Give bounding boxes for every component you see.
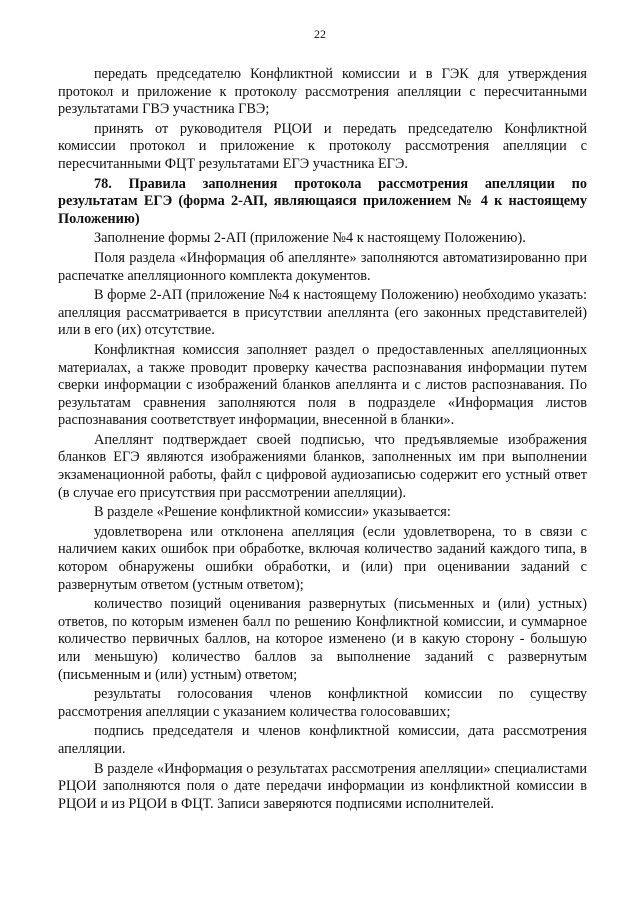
paragraph-applicant-signature: Апеллянт подтверждает своей подписью, что предъявляемые изображения бланков ЕГЭ являются изображениями бланков, заполненных им при выполнении экзаменационной работы, файл с цифровой аудиозаписью содержит его устный ответ (в случае его присутствия при рассмотрении апелляции). — [58, 431, 587, 501]
paragraph-accept-from-rcoi: принять от руководителя РЦОИ и передать председателю Конфликтной комиссии протокол и приложение к протоколу рассмотрения апелляции с пересчитанными ФЦТ результатами ЕГЭ участника ЕГЭ. — [58, 120, 587, 172]
paragraph-decision-signature: подпись председателя и членов конфликтной комиссии, дата рассмотрения апелляции. — [58, 723, 587, 757]
paragraph-decision-satisfied: удовлетворена или отклонена апелляция (если удовлетворена, то в связи с наличием каких ошибок при обработке, включая количество заданий каждого типа, в котором обнаружены ошибки обработки, и (или) при оценивании заданий с развернутым ответом (устным ответом); — [58, 523, 587, 593]
paragraph-applicant-fields: Поля раздела «Информация об апеллянте» заполняются автоматизированно при распечатке апелляционного комплекта документов. — [58, 249, 587, 284]
paragraph-results-info: В разделе «Информация о результатах рассмотрения апелляции» специалистами РЦОИ заполняются поля о дате передачи информации из конфликтной комиссии в РЦОИ и из РЦОИ в ФЦТ. Записи заверяются подписями исполнителей. — [58, 760, 587, 812]
document-body — [58, 66, 587, 813]
paragraph-decision-voting: результаты голосования членов конфликтной комиссии по существу рассмотрения апелляции с указанием количества голосовавших; — [58, 686, 587, 720]
section-heading-78: 78. Правила заполнения протокола рассмотрения апелляции по результатам ЕГЭ (форма 2-АП, являющаяся приложением № 4 к настоящему Положению) — [58, 175, 587, 227]
paragraph-decision-positions: количество позиций оценивания развернутых (письменных и (или) устных) ответов, по которым изменен балл по решению Конфликтной комиссии, и суммарное количество первичных баллов, на которое изменено (и в какую сторону - большую или меньшую) количество баллов за выполнение заданий с развернутым (письменным и (или) устным) ответом; — [58, 596, 587, 683]
paragraph-decision-section: В разделе «Решение конфликтной комиссии» указывается: — [94, 504, 451, 521]
paragraph-commission-check: Конфликтная комиссия заполняет раздел о предоставленных апелляционных материалах, а также проводит проверку качества распознавания информации путем сверки информации с изображений бланков апеллянта и с листов распознавания. По результатам сравнения заполняются поля в подразделе «Информация листов распознавания соответствует информации, внесенной в бланки». — [58, 341, 587, 429]
paragraph-form-filling: Заполнение формы 2-АП (приложение №4 к настоящему Положению). — [94, 230, 526, 247]
paragraph-presence: В форме 2-АП (приложение №4 к настоящему Положению) необходимо указать: апелляция рассматривается в присутствии апеллянта (его законных представителей) или в его (их) отсутствие. — [58, 287, 587, 339]
paragraph-transfer-to-chairman: передать председателю Конфликтной комиссии и в ГЭК для утверждения протокол и приложение к протоколу рассмотрения апелляции с пересчитанными результатами ГВЭ участника ГВЭ; — [58, 66, 587, 118]
page-number: 22 — [314, 27, 326, 41]
